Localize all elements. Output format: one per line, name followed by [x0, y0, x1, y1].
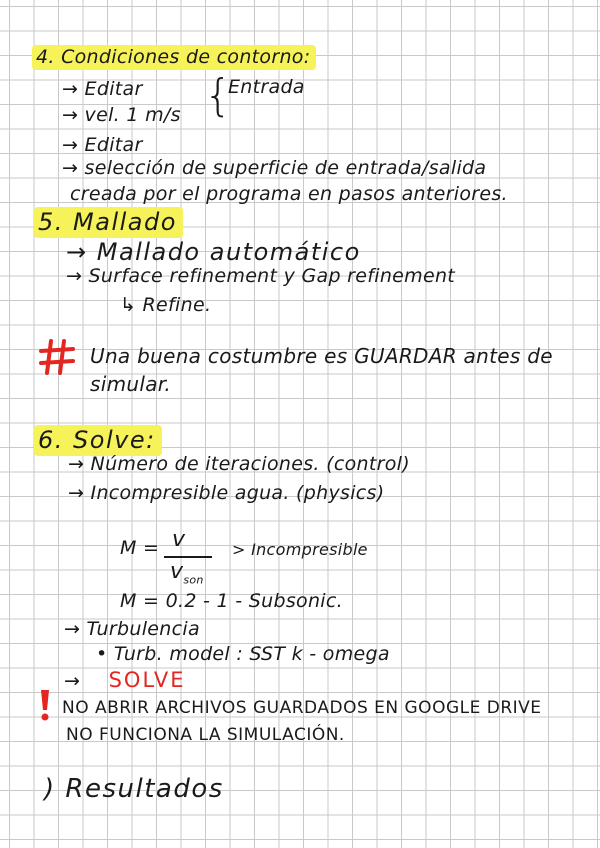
warning-line-1: NO ABRIR ARCHIVOS GUARDADOS EN GOOGLE DRIVE: [62, 698, 542, 718]
mach-den-v: v: [170, 559, 184, 584]
section-6-heading: [34, 426, 162, 454]
iteraciones-line: → Número de iteraciones. (control): [68, 453, 410, 475]
section-4-title: 4. Condiciones de contorno:: [32, 45, 316, 70]
incompresible-line: → Incompresible agua. (physics): [68, 482, 385, 504]
exclamation-icon: [36, 688, 54, 722]
turb-model-line: • Turb. model : SST k - omega: [96, 643, 390, 665]
hash-icon: [38, 338, 76, 376]
resultados-heading: ) Resultados: [44, 774, 224, 804]
fraction-bar: [164, 556, 212, 558]
solve-arrow: →: [64, 670, 81, 692]
tip-line-1: Una buena costumbre es GUARDAR antes de: [90, 344, 553, 368]
velocity-line: → vel. 1 m/s: [62, 104, 181, 126]
solve-label: SOLVE: [108, 668, 186, 692]
mach-denominator: [170, 559, 204, 586]
surface-refinement-line: → Surface refinement y Gap refinement: [66, 265, 456, 287]
editar-line-1: → Editar: [62, 78, 143, 100]
entrada-label: Entrada: [228, 76, 305, 98]
seleccion-line: → selección de superficie de entrada/salida: [62, 157, 487, 179]
mach-equals: M =: [120, 537, 160, 559]
section-5-title: 5. Mallado: [34, 207, 183, 238]
solve-line: [64, 668, 185, 692]
section-4-heading: [32, 46, 316, 68]
creada-line: creada por el programa en pasos anteriores.: [70, 183, 508, 205]
section-5-heading: [34, 208, 183, 236]
mach-range-line: M = 0.2 - 1 - Subsonic.: [120, 590, 343, 612]
mach-numerator: v: [172, 527, 186, 552]
mach-incompresible: > Incompresible: [232, 540, 368, 559]
refine-line: ↳ Refine.: [120, 294, 212, 316]
warning-line-2: NO FUNCIONA LA SIMULACIÓN.: [66, 725, 345, 745]
section-6-title: 6. Solve:: [34, 425, 162, 456]
mallado-auto-line: → Mallado automático: [66, 238, 361, 266]
turbulencia-line: → Turbulencia: [64, 618, 200, 640]
mach-den-sub: son: [183, 573, 204, 587]
curly-brace: {: [204, 70, 232, 121]
tip-line-2: simular.: [90, 372, 172, 396]
editar-line-2: → Editar: [62, 134, 143, 156]
